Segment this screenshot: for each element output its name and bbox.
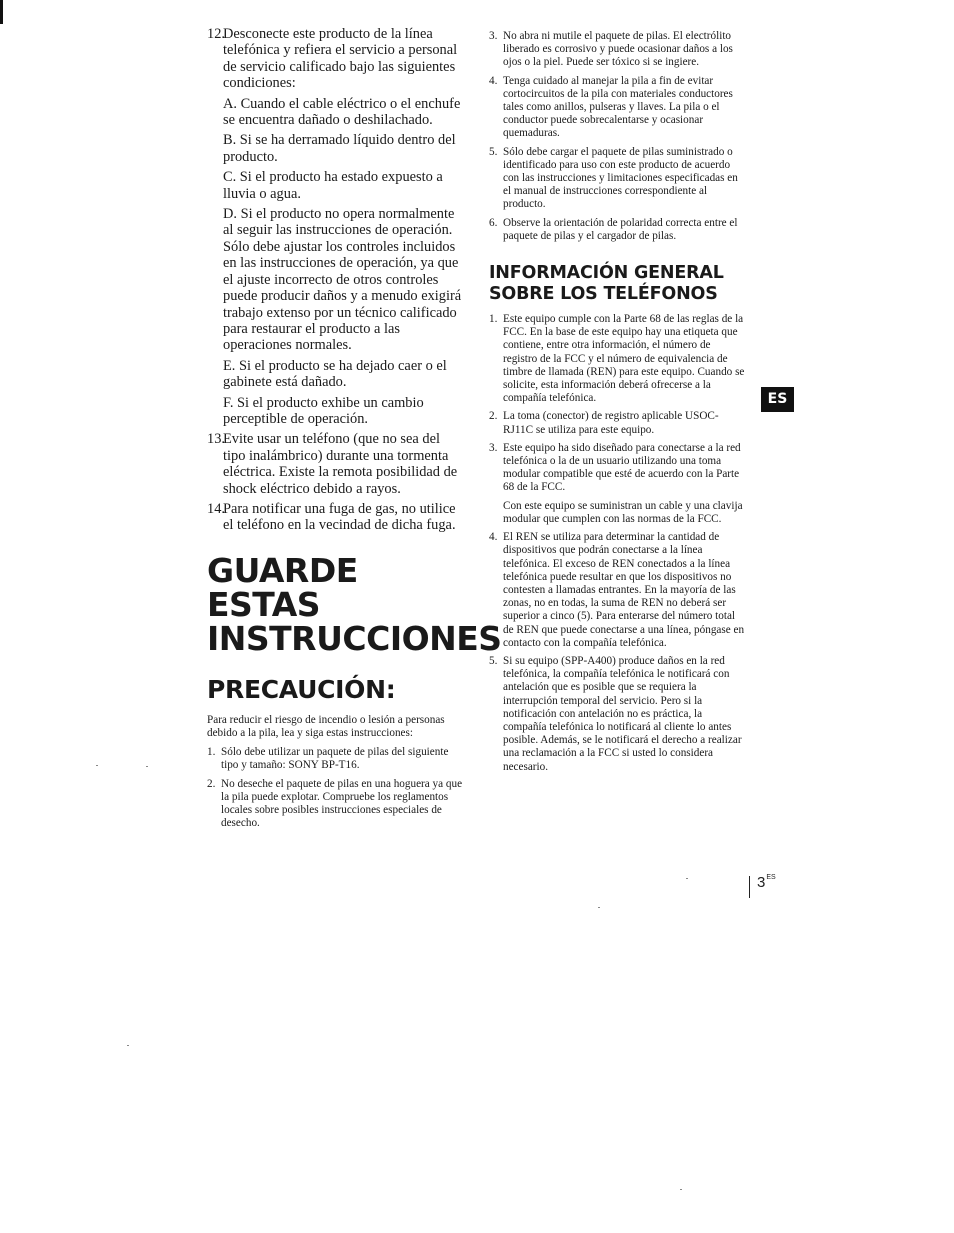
item-text: La toma (conector) de registro aplicable USOC-RJ11C se utiliza para este equipo. <box>503 410 719 436</box>
condition-list <box>223 96 465 428</box>
scan-speck <box>686 878 688 879</box>
item-number: 5. <box>489 145 498 158</box>
safety-item-13 <box>207 431 465 497</box>
item-extra-text: Con este equipo se suministran un cable y una clavija modular que cumplen con las normas de la FCC. <box>503 499 743 525</box>
item-number: 13. <box>207 431 225 448</box>
info-item-5 <box>489 655 745 774</box>
condition-a: A. Cuando el cable eléctrico o el enchufe se encuentra dañado o deshilachado. <box>223 95 461 129</box>
item-text: Este equipo cumple con la Parte 68 de las reglas de la FCC. En la base de este equipo hay una etiqueta que contiene, entre otra información, el número de registro de la FCC y el número de equivalencia de timbre de llamada (REN) para este equipo. Cuando se solicite, esta información deberá ofrecerse a la compañía telefónica. <box>503 313 745 405</box>
safety-item-12 <box>207 26 465 427</box>
item-number: 1. <box>489 313 498 326</box>
item-text: Desconecte este producto de la línea telefónica y refiera el servicio a personal de servicio calificado bajo las siguientes condiciones: <box>223 26 458 92</box>
item-text: Este equipo ha sido diseñado para conectarse a la red telefónica o la de un usuario utilizando una toma modular compatible que esté de acuerdo con la Parte 68 de la FCC. <box>503 441 741 494</box>
item-text: Si su equipo (SPP-A400) produce daños en la red telefónica, la compañía telefónica le notificará con antelación que es posible que se requiera la interrupción temporal del servicio. Pero si la notificación con antelación no es práctica, la compañía telefónica lo notificará al cliente lo antes posible. Además, se le notificará el derecho a realizar una reclamación a la FCC si usted lo considera necesario. <box>503 654 742 773</box>
info-heading: INFORMACIÓN GENERAL SOBRE LOS TELÉFONOS <box>489 263 724 305</box>
left-column <box>207 26 502 835</box>
scan-speck <box>598 907 600 908</box>
item-number: 3. <box>489 30 498 42</box>
language-tab: ES <box>761 387 794 412</box>
guarde-heading: GUARDE ESTAS INSTRUCCIONES <box>207 550 502 658</box>
item-number: 12. <box>207 26 225 42</box>
safety-item-14 <box>207 501 465 534</box>
scan-speck <box>146 766 148 767</box>
item-number: 4. <box>489 531 498 544</box>
item-number: 2. <box>489 410 498 423</box>
condition-f: F. Si el producto exhibe un cambio perceptible de operación. <box>223 394 424 427</box>
precaucion-item-1 <box>207 746 465 772</box>
item-text: No abra ni mutile el paquete de pilas. El electrólito liberado es corrosivo y puede ocasionar daños a los ojos o la piel. Puede ser tóxico si se ingiere. <box>503 30 733 69</box>
scan-speck <box>680 1189 682 1190</box>
page-number <box>757 874 776 891</box>
item-text: Tenga cuidado al manejar la pila a fin de evitar cortocircuitos de la pila con materiales conductores tales como anillos, pulseras y llaves. La pila o el conductor puede sobrecalentarse y ocasionar quemaduras. <box>503 74 733 140</box>
safety-list-continued <box>207 26 465 534</box>
right-column <box>489 30 745 779</box>
info-item-1 <box>489 313 745 405</box>
precaucion-intro: Para reducir el riesgo de incendio o lesión a personas debido a la pila, lea y siga estas instrucciones: <box>207 713 445 739</box>
page-number-divider <box>749 876 750 898</box>
scan-speck <box>96 765 98 766</box>
item-text: Evite usar un teléfono (que no sea del tipo inalámbrico) durante una tormenta eléctrica. Existe la remota posibilidad de shock eléctrico debido a rayos. <box>223 431 458 497</box>
condition-d: D. Si el producto no opera normalmente al seguir las instrucciones de operación. Sólo debe ajustar los controles incluidos en las instrucciones de operación, ya que el ajuste incorrecto de otros controles puede producir daños y a menudo exigirá trabajo extenso por un técnico calificado para restaurar el producto a las operaciones normales. <box>223 206 462 354</box>
info-item-3 <box>489 442 745 526</box>
condition-b: B. Si se ha derramado líquido dentro del producto. <box>223 132 456 165</box>
battery-list <box>489 30 745 243</box>
item-number: 1. <box>207 746 216 759</box>
page-number-value: 3 <box>757 874 766 891</box>
item-number: 3. <box>489 441 498 454</box>
scan-speck <box>127 1045 129 1046</box>
battery-item-5 <box>489 146 745 212</box>
item-text: Sólo debe utilizar un paquete de pilas del siguiente tipo y tamaño: SONY BP-T16. <box>221 746 449 772</box>
item-text: El REN se utiliza para determinar la cantidad de dispositivos que podrán conectarse a la línea telefónica. El exceso de REN conectados a la línea telefónica puede resultar en que los dispositivos no contesten a llamadas entrantes. En la mayoría de las zonas, no en todas, la suma de REN no deberá ser superior a cinco (5). Para enterarse del número total de REN que puede conectarse a una línea, póngase en contacto con la compañía telefónica. <box>503 531 745 649</box>
item-number: 6. <box>489 216 498 229</box>
item-number: 5. <box>489 654 498 667</box>
battery-item-4 <box>489 75 745 141</box>
info-item-2 <box>489 410 745 436</box>
info-list <box>489 313 745 774</box>
condition-e: E. Si el producto se ha dejado caer o el gabinete está dañado. <box>223 357 447 391</box>
page-number-suffix: ES <box>766 874 776 881</box>
scan-edge-mark <box>0 0 3 24</box>
battery-item-3 <box>489 30 745 70</box>
item-text: Observe la orientación de polaridad correcta entre el paquete de pilas y el cargador de pilas. <box>503 216 738 242</box>
precaucion-heading: PRECAUCIÓN: <box>207 674 396 704</box>
item-text: No deseche el paquete de pilas en una hoguera ya que la pila puede explotar. Compruebe los reglamentos locales sobre posibles instrucciones especiales de desecho. <box>221 777 463 830</box>
item-text: Para notificar una fuga de gas, no utilice el teléfono en la vecindad de dicha fuga. <box>223 500 456 534</box>
precaucion-item-2 <box>207 778 465 831</box>
item-number: 4. <box>489 74 498 87</box>
condition-c: C. Si el producto ha estado expuesto a lluvia o agua. <box>223 169 443 202</box>
item-text: Sólo debe cargar el paquete de pilas suministrado o identificado para uso con este producto de acuerdo con las instrucciones y limitaciones especificadas en el manual de instrucciones correspondiente al producto. <box>503 145 738 211</box>
item-number: 14. <box>207 500 225 517</box>
info-item-4 <box>489 531 745 650</box>
battery-item-6 <box>489 217 745 243</box>
precaucion-list <box>207 746 465 830</box>
item-number: 2. <box>207 777 216 790</box>
